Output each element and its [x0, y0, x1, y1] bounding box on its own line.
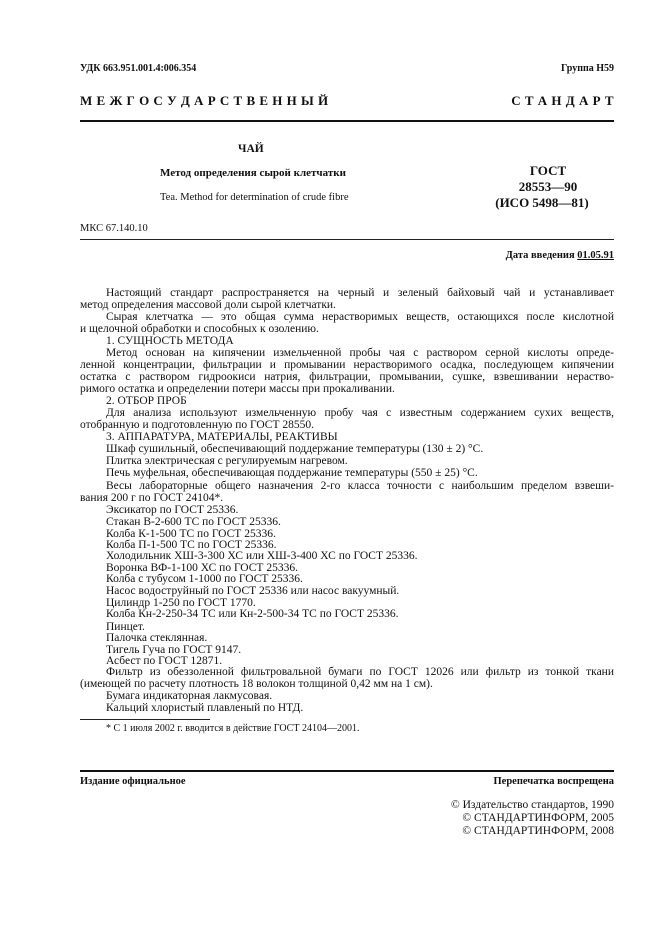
equipment-item: Воронка ВФ-1-100 ХС по ГОСТ 25336.	[106, 562, 298, 574]
document-title: ЧАЙ	[238, 143, 264, 155]
footer-rule	[80, 770, 614, 772]
section-1-heading: 1. СУЩНОСТЬ МЕТОДА	[106, 335, 234, 347]
document-subtitle: Метод определения сырой клетчатки	[160, 167, 346, 179]
equipment-item: Колба Кн-2-250-34 ТС или Кн-2-500-34 ТС по ГОСТ 25336.	[106, 608, 399, 620]
equipment-item: Асбест по ГОСТ 12871.	[106, 655, 223, 667]
equipment-item: Стакан В-2-600 ТС по ГОСТ 25336.	[106, 516, 281, 528]
equipment-item: вания 200 г по ГОСТ 24104*.	[80, 492, 224, 504]
footnote: * С 1 июля 2002 г. вводится в действие ГОСТ 24104—2001.	[106, 723, 360, 734]
equipment-item: Цилиндр 1-250 по ГОСТ 1770.	[106, 597, 256, 609]
equipment-item: Тигель Гуча по ГОСТ 9147.	[106, 644, 242, 656]
section-1-line: Метод основан на кипячении измельченной пробы чая с раствором серной кислоты опреде-	[106, 347, 614, 359]
iso-number: (ИСО 5498—81)	[495, 195, 589, 210]
header-rule	[80, 120, 614, 122]
definition-paragraph-line: Сырая клетчатка — это общая сумма нерастворимых веществ, остающихся после кислотной	[106, 311, 614, 323]
intro-paragraph-line: Настоящий стандарт распространяется на черный и зеленый байховый чай и устанавливает	[106, 287, 614, 299]
footnote-rule	[80, 719, 210, 720]
banner-standard: С Т А Н Д А Р Т	[511, 93, 614, 108]
equipment-item: Холодильник ХШ-3-300 ХС или ХШ-3-400 ХС по ГОСТ 25336.	[106, 550, 418, 562]
equipment-item: Весы лабораторные общего назначения 2-го класса точности с наибольшим пределом взвеши-	[106, 480, 614, 492]
definition-paragraph-line: и щелочной обработки и способных к озолению.	[80, 323, 319, 335]
section-2-line: Для анализа используют измельченную пробу чая с известным содержанием сухих веществ,	[106, 407, 614, 419]
equipment-item: Колба с тубусом 1-1000 по ГОСТ 25336.	[106, 573, 303, 585]
copyright-1990: © Издательство стандартов, 1990	[450, 799, 614, 811]
equipment-item: Плитка электрическая с регулируемым нагревом.	[106, 455, 348, 467]
gost-number: 28553—90	[518, 179, 578, 194]
section-2-heading: 2. ОТБОР ПРОБ	[106, 395, 187, 407]
banner-interstate: М Е Ж Г О С У Д А Р С Т В Е Н Н Ы Й	[80, 93, 329, 108]
gost-label: ГОСТ	[529, 163, 567, 178]
english-title: Tea. Method for determination of crude fibre	[160, 192, 349, 203]
section-1-line: римого остатка и определении потери массы при прокаливании.	[80, 383, 395, 395]
equipment-item: Фильтр из обеззоленной фильтровальной бумаги по ГОСТ 12026 или фильтр из тонкой ткани	[106, 666, 614, 678]
equipment-item: Колба П-1-500 ТС по ГОСТ 25336.	[106, 539, 277, 551]
equipment-item: Палочка стеклянная.	[106, 632, 208, 644]
equipment-item: Эксикатор по ГОСТ 25336.	[106, 504, 239, 516]
section-1-line: ленной концентрации, фильтрации и промывании нерастворимого осадка, последующем кипячении	[80, 359, 614, 371]
udk-code: УДК 663.951.001.4:006.354	[80, 63, 197, 74]
equipment-item: Пинцет.	[106, 621, 145, 633]
section-3-heading: 3. АППАРАТУРА, МАТЕРИАЛЫ, РЕАКТИВЫ	[106, 431, 338, 443]
official-edition: Издание официальное	[80, 776, 186, 787]
group-code: Группа Н59	[561, 63, 614, 74]
equipment-item: Колба К-1-500 ТС по ГОСТ 25336.	[106, 528, 276, 540]
title-rule	[80, 239, 614, 240]
section-1-line: остатка с раствором гидроокиси натрия, фильтрации, промывании, сушке, взвешивании нераство-	[80, 371, 614, 383]
equipment-item: (имеющей по расчету плотность 18 волокон толщиной 0,42 мм на 1 см).	[80, 678, 433, 690]
equipment-item: Насос водоструйный по ГОСТ 25336 или насос вакуумный.	[106, 585, 400, 597]
introduction-date-value: 01.05.91	[577, 250, 614, 261]
equipment-item: Печь муфельная, обеспечивающая поддержание температуры (550 ± 25) °С.	[106, 467, 478, 479]
reprint-prohibited: Перепечатка воспрещена	[493, 776, 614, 787]
intro-paragraph-line: метод определения массовой доли сырой клетчатки.	[80, 299, 336, 311]
equipment-item: Шкаф сушильный, обеспечивающий поддержание температуры (130 ± 2) °С.	[106, 443, 484, 455]
introduction-date-label: Дата введения	[505, 250, 575, 261]
equipment-item: Бумага индикаторная лакмусовая.	[106, 690, 273, 702]
copyright-2008: © СТАНДАРТИНФОРМ, 2008	[462, 825, 614, 837]
introduction-date	[506, 250, 614, 261]
section-2-line: отобранную и подготовленную по ГОСТ 28550.	[80, 419, 314, 431]
copyright-2005: © СТАНДАРТИНФОРМ, 2005	[462, 812, 614, 824]
equipment-item: Кальций хлористый плавленый по НТД.	[106, 702, 304, 714]
mks-code: МКС 67.140.10	[80, 223, 148, 234]
